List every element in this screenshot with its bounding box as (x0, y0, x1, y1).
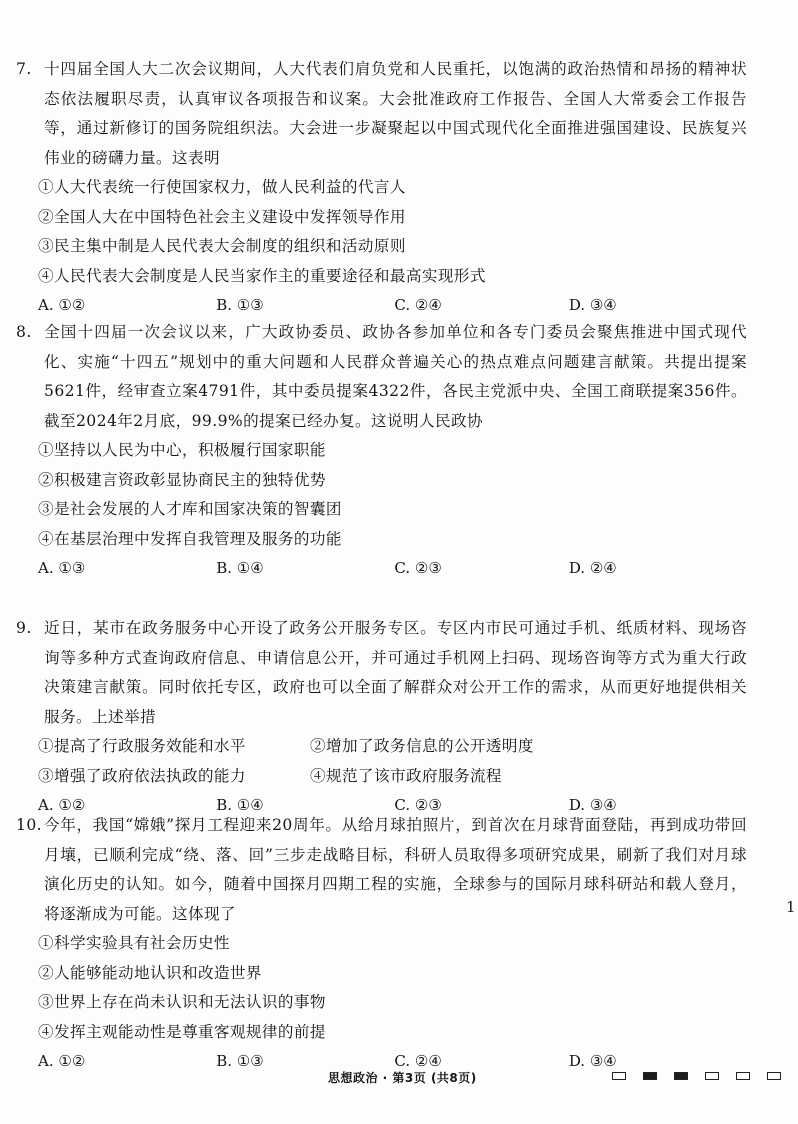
statement-4: ④在基层治理中发挥自我管理及服务的功能 (38, 529, 342, 548)
statement-1: ①坚持以人民为中心，积极履行国家职能 (38, 441, 326, 460)
question-9 (12, 614, 747, 821)
marker-box-filled-icon (674, 1072, 688, 1080)
marker-box-icon (736, 1072, 750, 1080)
choice-a: A. ①② (38, 796, 86, 815)
statement-row-1 (12, 732, 747, 761)
choice-b: B. ①③ (216, 296, 264, 314)
question-stem: 十四届全国人大二次会议期间，人大代表们肩负党和人民重托，以饱满的政治热情和昂扬的精神状态依法履职尽责，认真审议各项报告和议案。大会批准政府工作报告、全国人大常委会工作报告等，通过新修订的国务院组织法。大会进一步凝聚起以中国式现代化全面推进强国建设、民族复兴伟业的磅礴力量。这表明 (44, 60, 747, 167)
question-number: 7. (16, 60, 32, 78)
choice-c: C. ②④ (394, 1052, 442, 1070)
statement-2: ②人能够能动地认识和改造世界 (38, 963, 262, 982)
statement-3: ③是社会发展的人才库和国家决策的智囊团 (38, 500, 342, 519)
statement-3: ③民主集中制是人民代表大会制度的组织和活动原则 (38, 237, 406, 256)
statement-4: ④发挥主观能动性是尊重客观规律的前提 (38, 1022, 326, 1041)
question-number: 10. (16, 816, 42, 834)
statement-1: ①科学实验具有社会历史性 (38, 934, 230, 953)
choice-b: B. ①④ (216, 796, 264, 815)
statement-2: ②增加了政务信息的公开透明度 (310, 737, 534, 756)
statement-row-2 (12, 762, 747, 791)
question-stem: 近日，某市在政务服务中心开设了政务公开服务专区。专区内市民可通过手机、纸质材料、现场咨询等多种方式查询政府信息、申请信息公开，并可通过手机网上扫码、现场咨询等方式为重大行政决策建言献策。同时依托专区，政府也可以全面了解群众对公开工作的需求，从而更好地提供相关服务。上述举措 (44, 619, 747, 726)
question-8 (12, 318, 747, 583)
statement-1: ①提高了行政服务效能和水平 (38, 737, 246, 756)
question-stem: 今年，我国“嫦娥”探月工程迎来20周年。从给月球拍照片，到首次在月球背面登陆，再到成功带回月壤，已顺利完成“绕、落、回”三步走战略目标，科研人员取得多项研究成果，刷新了我们对月球演化历史的认知。如今，随着中国探月四期工程的实施，全球参与的国际月球科研站和载人登月，将逐渐成为可能。这体现了 (44, 816, 747, 923)
choice-d: D. ②④ (568, 559, 617, 577)
statement-3: ③增强了政府依法执政的能力 (38, 766, 246, 785)
statement-1: ①人大代表统一行使国家权力，做人民利益的代言人 (38, 178, 406, 197)
statement-2: ②全国人大在中国特色社会主义建设中发挥领导作用 (38, 207, 406, 226)
choice-a: A. ①③ (38, 559, 86, 577)
statement-2: ②积极建言资政彰显协商民主的独特优势 (38, 470, 326, 489)
choice-a: A. ①② (38, 296, 86, 314)
choice-d: D. ③④ (568, 796, 617, 815)
statement-4: ④人民代表大会制度是人民当家作主的重要途径和最高实现形式 (38, 266, 486, 285)
page-footer (0, 1070, 794, 1092)
scan-marker-boxes (612, 1072, 798, 1080)
question-number: 9. (16, 619, 32, 637)
statement-4: ④规范了该市政府服务流程 (310, 766, 502, 785)
statement-3: ③世界上存在尚未认识和无法认识的事物 (38, 993, 326, 1012)
answer-choices (12, 291, 747, 320)
question-stem: 全国十四届一次会议以来，广大政协委员、政协各参加单位和各专门委员会聚焦推进中国式现代化、实施“十四五”规划中的重大问题和人民群众普遍关心的热点难点问题建言献策。共提出提案5621件，经审查立案4791件，其中委员提案4322件，各民主党派中央、全国工商联提案356件。截至2024年2月底，99.9%的提案已经办复。这说明人民政协 (44, 323, 747, 430)
choice-b: B. ①③ (216, 1052, 264, 1070)
marker-box-icon (767, 1072, 781, 1080)
question-number: 8. (16, 323, 32, 341)
answer-choices (12, 554, 747, 583)
side-margin-mark: 1 (786, 898, 796, 916)
choice-c: C. ②④ (394, 296, 442, 314)
choice-c: C. ②③ (394, 559, 442, 577)
question-7 (12, 55, 747, 320)
choice-a: A. ①② (38, 1052, 86, 1070)
choice-d: D. ③④ (568, 296, 617, 314)
question-10 (12, 811, 747, 1076)
marker-box-filled-icon (643, 1072, 657, 1080)
marker-box-icon (705, 1072, 719, 1080)
choice-d: D. ③④ (568, 1052, 617, 1070)
choice-b: B. ①④ (216, 559, 264, 577)
footer-page-info: 思想政治 · 第3页 (共8页) (328, 1071, 477, 1085)
choice-c: C. ②③ (394, 796, 442, 815)
marker-box-icon (612, 1072, 626, 1080)
